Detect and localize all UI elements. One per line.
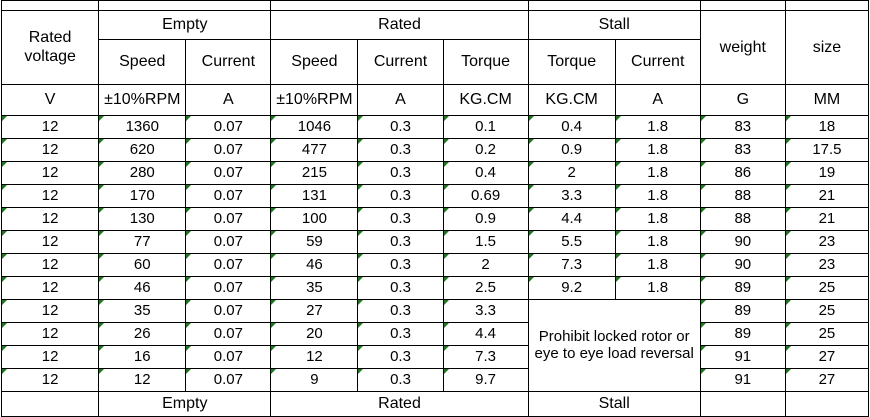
unit-weight: G — [700, 85, 785, 116]
stub-cell — [99, 1, 271, 11]
cell-rated-current: 0.3 — [358, 116, 443, 139]
cell-rated-torque: 1.5 — [443, 231, 528, 254]
cell-voltage: 12 — [2, 346, 99, 369]
cell-rated-current: 0.3 — [358, 323, 443, 346]
cell-stall-torque: 9.2 — [528, 277, 615, 300]
stub-cell — [2, 1, 99, 11]
cell-rated-torque: 0.9 — [443, 208, 528, 231]
header-rated-torque: Torque — [443, 40, 528, 85]
cell-stall-torque: 4.4 — [528, 208, 615, 231]
unit-stall-current: A — [615, 85, 700, 116]
unit-rated-torque: KG.CM — [443, 85, 528, 116]
cell-rated-speed: 27 — [271, 300, 358, 323]
cell-rated-speed: 1046 — [271, 116, 358, 139]
cell-rated-speed: 215 — [271, 162, 358, 185]
stub-cell — [785, 1, 868, 11]
cell-rated-current: 0.3 — [358, 277, 443, 300]
cell-rated-current: 0.3 — [358, 254, 443, 277]
cell-rated-torque: 7.3 — [443, 346, 528, 369]
cell-empty-current: 0.07 — [186, 162, 271, 185]
header-stall-torque: Torque — [528, 40, 615, 85]
stub-cell — [271, 1, 528, 11]
cell-weight: 88 — [700, 208, 785, 231]
cell-weight: 89 — [700, 300, 785, 323]
cell-rated-torque: 2.5 — [443, 277, 528, 300]
group-header-row — [2, 11, 869, 40]
header-rated-current: Current — [358, 40, 443, 85]
unit-voltage: V — [2, 85, 99, 116]
table-row — [2, 231, 869, 254]
unit-rated-speed: ±10%RPM — [271, 85, 358, 116]
table-row — [2, 139, 869, 162]
cell-weight: 86 — [700, 162, 785, 185]
cell-stall-torque: 0.9 — [528, 139, 615, 162]
cell-empty-current: 0.07 — [186, 208, 271, 231]
cell-stall-current: 1.8 — [615, 185, 700, 208]
cell-stall-torque: 5.5 — [528, 231, 615, 254]
cell-empty-current: 0.07 — [186, 369, 271, 392]
cell-size: 25 — [785, 277, 868, 300]
bottom-blank-cell — [2, 392, 99, 417]
cell-weight: 89 — [700, 277, 785, 300]
table-row — [2, 323, 869, 346]
cell-empty-current: 0.07 — [186, 323, 271, 346]
group-header-stall: Stall — [528, 11, 700, 40]
cell-weight: 83 — [700, 139, 785, 162]
header-empty-current: Current — [186, 40, 271, 85]
unit-empty-current: A — [186, 85, 271, 116]
bottom-group-header-stall: Stall — [528, 392, 700, 417]
cell-rated-torque: 0.69 — [443, 185, 528, 208]
cell-empty-speed: 16 — [99, 346, 186, 369]
cell-size: 25 — [785, 300, 868, 323]
cell-rated-current: 0.3 — [358, 346, 443, 369]
cell-empty-current: 0.07 — [186, 139, 271, 162]
cell-weight: 91 — [700, 369, 785, 392]
cell-rated-current: 0.3 — [358, 185, 443, 208]
cell-empty-speed: 130 — [99, 208, 186, 231]
cell-rated-current: 0.3 — [358, 300, 443, 323]
unit-size: MM — [785, 85, 868, 116]
table-row — [2, 185, 869, 208]
cell-rated-speed: 477 — [271, 139, 358, 162]
table-row — [2, 300, 869, 323]
cell-rated-torque: 0.4 — [443, 162, 528, 185]
stub-cell — [700, 1, 785, 11]
cell-weight: 90 — [700, 254, 785, 277]
table-row — [2, 369, 869, 392]
cell-voltage: 12 — [2, 185, 99, 208]
header-size: size — [785, 11, 868, 85]
cell-rated-torque: 4.4 — [443, 323, 528, 346]
cell-rated-speed: 59 — [271, 231, 358, 254]
cell-weight: 91 — [700, 346, 785, 369]
cell-size: 23 — [785, 231, 868, 254]
cell-voltage: 12 — [2, 369, 99, 392]
unit-empty-speed: ±10%RPM — [99, 85, 186, 116]
cell-voltage: 12 — [2, 139, 99, 162]
cell-weight: 83 — [700, 116, 785, 139]
cell-rated-speed: 131 — [271, 185, 358, 208]
table-row — [2, 162, 869, 185]
cell-rated-current: 0.3 — [358, 369, 443, 392]
cell-empty-speed: 60 — [99, 254, 186, 277]
cell-rated-speed: 46 — [271, 254, 358, 277]
cell-rated-current: 0.3 — [358, 162, 443, 185]
cell-voltage: 12 — [2, 323, 99, 346]
cell-empty-speed: 280 — [99, 162, 186, 185]
cell-empty-speed: 620 — [99, 139, 186, 162]
cell-rated-torque: 0.2 — [443, 139, 528, 162]
cell-size: 18 — [785, 116, 868, 139]
cell-stall-current: 1.8 — [615, 277, 700, 300]
table-row — [2, 116, 869, 139]
cell-voltage: 12 — [2, 300, 99, 323]
group-header-empty: Empty — [99, 11, 271, 40]
cell-size: 17.5 — [785, 139, 868, 162]
table-row — [2, 254, 869, 277]
cell-empty-current: 0.07 — [186, 231, 271, 254]
cell-rated-torque: 3.3 — [443, 300, 528, 323]
cell-voltage: 12 — [2, 208, 99, 231]
cell-voltage: 12 — [2, 162, 99, 185]
motor-spec-table — [1, 0, 869, 417]
cell-size: 21 — [785, 185, 868, 208]
cell-rated-speed: 20 — [271, 323, 358, 346]
table-row — [2, 208, 869, 231]
cell-rated-torque: 2 — [443, 254, 528, 277]
table-top-stub — [2, 1, 869, 11]
cell-stall-current: 1.8 — [615, 231, 700, 254]
cell-empty-current: 0.07 — [186, 254, 271, 277]
cell-stall-current: 1.8 — [615, 208, 700, 231]
cell-empty-speed: 77 — [99, 231, 186, 254]
bottom-group-header-rated: Rated — [271, 392, 528, 417]
cell-empty-current: 0.07 — [186, 185, 271, 208]
cell-stall-torque: 7.3 — [528, 254, 615, 277]
cell-stall-current: 1.8 — [615, 254, 700, 277]
header-stall-current: Current — [615, 40, 700, 85]
cell-empty-speed: 12 — [99, 369, 186, 392]
cell-weight: 90 — [700, 231, 785, 254]
cell-rated-speed: 9 — [271, 369, 358, 392]
cell-rated-speed: 12 — [271, 346, 358, 369]
cell-weight: 88 — [700, 185, 785, 208]
cell-stall-current: 1.8 — [615, 116, 700, 139]
cell-empty-speed: 46 — [99, 277, 186, 300]
header-rated-voltage: Rated voltage — [2, 11, 99, 85]
cell-rated-current: 0.3 — [358, 139, 443, 162]
cell-rated-speed: 35 — [271, 277, 358, 300]
cell-empty-speed: 26 — [99, 323, 186, 346]
bottom-blank-cell — [700, 392, 785, 417]
cell-empty-current: 0.07 — [186, 277, 271, 300]
table-row — [2, 277, 869, 300]
unit-rated-current: A — [358, 85, 443, 116]
header-empty-speed: Speed — [99, 40, 186, 85]
cell-weight: 89 — [700, 323, 785, 346]
header-rated-speed: Speed — [271, 40, 358, 85]
unit-row — [2, 85, 869, 116]
cell-stall-current: 1.8 — [615, 139, 700, 162]
cell-rated-current: 0.3 — [358, 208, 443, 231]
cell-empty-current: 0.07 — [186, 116, 271, 139]
cell-size: 21 — [785, 208, 868, 231]
cell-size: 23 — [785, 254, 868, 277]
cell-voltage: 12 — [2, 277, 99, 300]
bottom-group-header-empty: Empty — [99, 392, 271, 417]
cell-size: 19 — [785, 162, 868, 185]
cell-size: 25 — [785, 323, 868, 346]
cell-voltage: 12 — [2, 231, 99, 254]
bottom-group-header-row — [2, 392, 869, 417]
cell-stall-torque: 3.3 — [528, 185, 615, 208]
bottom-blank-cell — [785, 392, 868, 417]
cell-size: 27 — [785, 369, 868, 392]
cell-size: 27 — [785, 346, 868, 369]
locked-rotor-warning-note: Prohibit locked rotor or eye to eye load reversal — [528, 300, 700, 392]
cell-empty-speed: 1360 — [99, 116, 186, 139]
cell-stall-torque: 2 — [528, 162, 615, 185]
cell-empty-speed: 170 — [99, 185, 186, 208]
cell-rated-current: 0.3 — [358, 231, 443, 254]
cell-empty-current: 0.07 — [186, 300, 271, 323]
stub-cell — [528, 1, 700, 11]
cell-empty-speed: 35 — [99, 300, 186, 323]
table-row — [2, 346, 869, 369]
cell-voltage: 12 — [2, 254, 99, 277]
header-weight: weight — [700, 11, 785, 85]
cell-rated-torque: 9.7 — [443, 369, 528, 392]
cell-rated-torque: 0.1 — [443, 116, 528, 139]
cell-stall-current: 1.8 — [615, 162, 700, 185]
unit-stall-torque: KG.CM — [528, 85, 615, 116]
cell-stall-torque: 0.4 — [528, 116, 615, 139]
cell-voltage: 12 — [2, 116, 99, 139]
cell-empty-current: 0.07 — [186, 346, 271, 369]
cell-rated-speed: 100 — [271, 208, 358, 231]
group-header-rated: Rated — [271, 11, 528, 40]
